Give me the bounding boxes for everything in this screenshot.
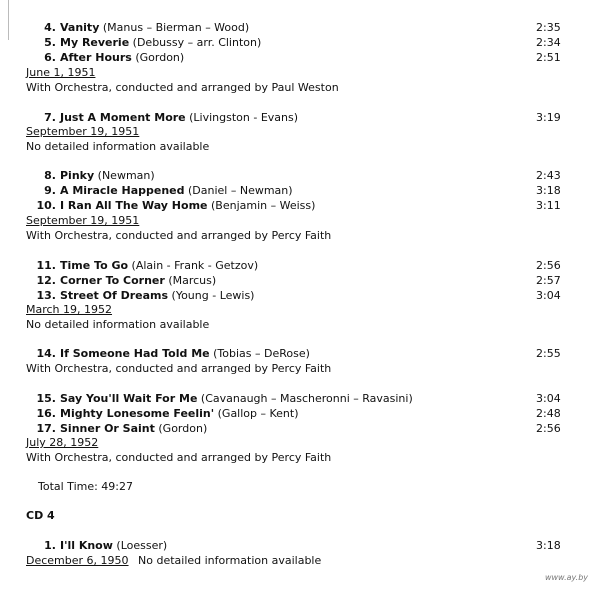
track-name: Pinky bbox=[60, 169, 95, 182]
track-number: 7. bbox=[44, 111, 56, 124]
track-row bbox=[0, 168, 600, 183]
track-composers: (Gordon) bbox=[135, 51, 185, 64]
track-duration: 2:57 bbox=[536, 274, 561, 287]
track-row bbox=[0, 110, 600, 125]
track-duration: 3:04 bbox=[536, 289, 561, 302]
track-name: Time To Go bbox=[60, 259, 129, 272]
track-row bbox=[0, 273, 600, 288]
track-name: I'll Know bbox=[60, 539, 113, 552]
track-composers: (Manus – Bierman – Wood) bbox=[102, 21, 250, 34]
track-duration: 3:04 bbox=[536, 392, 561, 405]
track-title bbox=[60, 50, 184, 65]
track-number: 10. bbox=[36, 199, 56, 212]
track-title bbox=[60, 391, 413, 406]
track-composers: (Daniel – Newman) bbox=[188, 184, 293, 197]
track-title bbox=[60, 35, 261, 50]
track-composers: (Loesser) bbox=[116, 539, 168, 552]
track-number: 17. bbox=[36, 422, 56, 435]
track-row bbox=[0, 198, 600, 213]
track-name: Sinner Or Saint bbox=[60, 422, 155, 435]
track-title bbox=[60, 258, 258, 273]
session-info-row bbox=[0, 139, 600, 154]
track-name: Mighty Lonesome Feelin' bbox=[60, 407, 215, 420]
track-composers: (Marcus) bbox=[168, 274, 217, 287]
session-date: September 19, 1951 bbox=[26, 125, 140, 138]
session-date: July 28, 1952 bbox=[26, 436, 99, 449]
track-number: 1. bbox=[44, 539, 56, 552]
track-duration: 2:51 bbox=[536, 51, 561, 64]
track-title bbox=[60, 288, 254, 303]
track-number: 5. bbox=[44, 36, 56, 49]
track-number: 15. bbox=[36, 392, 56, 405]
track-duration: 2:56 bbox=[536, 259, 561, 272]
track-row bbox=[0, 258, 600, 273]
track-number: 11. bbox=[36, 259, 56, 272]
track-row bbox=[0, 50, 600, 65]
session-info: With Orchestra, conducted and arranged by Percy Faith bbox=[26, 229, 332, 242]
track-duration: 2:55 bbox=[536, 347, 561, 360]
cd-label-row bbox=[0, 508, 600, 523]
session-info: With Orchestra, conducted and arranged by Paul Weston bbox=[26, 81, 339, 94]
track-number: 12. bbox=[36, 274, 56, 287]
track-composers: (Tobias – DeRose) bbox=[213, 347, 310, 360]
track-row bbox=[0, 346, 600, 361]
session-info-row bbox=[0, 317, 600, 332]
track-title bbox=[60, 273, 216, 288]
session-date-row bbox=[0, 213, 600, 228]
track-composers: (Gallop – Kent) bbox=[217, 407, 299, 420]
session-info: No detailed information available bbox=[138, 554, 322, 567]
track-name: Say You'll Wait For Me bbox=[60, 392, 198, 405]
total-time-row bbox=[0, 479, 600, 494]
session-info: With Orchestra, conducted and arranged by Percy Faith bbox=[26, 451, 332, 464]
session-info-row bbox=[0, 361, 600, 376]
track-composers: (Debussy – arr. Clinton) bbox=[132, 36, 262, 49]
track-composers: (Newman) bbox=[97, 169, 155, 182]
track-number: 6. bbox=[44, 51, 56, 64]
track-name: After Hours bbox=[60, 51, 132, 64]
track-title bbox=[60, 421, 207, 436]
track-duration: 3:18 bbox=[536, 539, 561, 552]
track-title bbox=[60, 110, 298, 125]
session-row bbox=[0, 553, 600, 568]
track-name: A Miracle Happened bbox=[60, 184, 185, 197]
track-title bbox=[60, 538, 167, 553]
track-title bbox=[60, 346, 310, 361]
track-row bbox=[0, 406, 600, 421]
track-name: I Ran All The Way Home bbox=[60, 199, 208, 212]
track-duration: 2:48 bbox=[536, 407, 561, 420]
session-date: March 19, 1952 bbox=[26, 303, 113, 316]
track-name: If Someone Had Told Me bbox=[60, 347, 210, 360]
track-row bbox=[0, 183, 600, 198]
track-row bbox=[0, 20, 600, 35]
track-number: 14. bbox=[36, 347, 56, 360]
session-date: June 1, 1951 bbox=[26, 66, 96, 79]
session-date-row bbox=[0, 302, 600, 317]
track-number: 13. bbox=[36, 289, 56, 302]
track-title bbox=[60, 198, 315, 213]
track-title bbox=[60, 20, 249, 35]
track-title bbox=[60, 406, 299, 421]
track-number: 16. bbox=[36, 407, 56, 420]
track-row bbox=[0, 288, 600, 303]
track-duration: 3:19 bbox=[536, 111, 561, 124]
track-row bbox=[0, 421, 600, 436]
session-date-row bbox=[0, 124, 600, 139]
track-composers: (Livingston - Evans) bbox=[189, 111, 299, 124]
session-date-row bbox=[0, 65, 600, 80]
track-row bbox=[0, 538, 600, 553]
track-title bbox=[60, 183, 293, 198]
track-composers: (Benjamin – Weiss) bbox=[211, 199, 316, 212]
session-info-row bbox=[0, 228, 600, 243]
track-row bbox=[0, 391, 600, 406]
track-name: Corner To Corner bbox=[60, 274, 165, 287]
track-duration: 3:11 bbox=[536, 199, 561, 212]
track-composers: (Gordon) bbox=[158, 422, 208, 435]
track-duration: 3:18 bbox=[536, 184, 561, 197]
session-info: No detailed information available bbox=[26, 140, 210, 153]
track-row bbox=[0, 35, 600, 50]
session-date: December 6, 1950 bbox=[26, 554, 129, 567]
track-name: Just A Moment More bbox=[60, 111, 186, 124]
track-number: 9. bbox=[44, 184, 56, 197]
cd-label: CD 4 bbox=[26, 509, 55, 522]
track-number: 4. bbox=[44, 21, 56, 34]
track-number: 8. bbox=[44, 169, 56, 182]
session-info-row bbox=[0, 450, 600, 465]
total-time: Total Time: 49:27 bbox=[38, 480, 134, 493]
track-name: My Reverie bbox=[60, 36, 130, 49]
track-duration: 2:43 bbox=[536, 169, 561, 182]
track-composers: (Alain - Frank - Getzov) bbox=[131, 259, 259, 272]
session-date-row bbox=[0, 435, 600, 450]
track-composers: (Young - Lewis) bbox=[171, 289, 255, 302]
session-date: September 19, 1951 bbox=[26, 214, 140, 227]
session-info-row bbox=[0, 80, 600, 95]
watermark: www.ay.by bbox=[544, 573, 588, 582]
track-name: Vanity bbox=[60, 21, 100, 34]
session-info: With Orchestra, conducted and arranged by Percy Faith bbox=[26, 362, 332, 375]
track-duration: 2:34 bbox=[536, 36, 561, 49]
track-duration: 2:56 bbox=[536, 422, 561, 435]
track-duration: 2:35 bbox=[536, 21, 561, 34]
session-info: No detailed information available bbox=[26, 318, 210, 331]
track-title bbox=[60, 168, 155, 183]
track-composers: (Cavanaugh – Mascheronni – Ravasini) bbox=[200, 392, 413, 405]
track-name: Street Of Dreams bbox=[60, 289, 169, 302]
